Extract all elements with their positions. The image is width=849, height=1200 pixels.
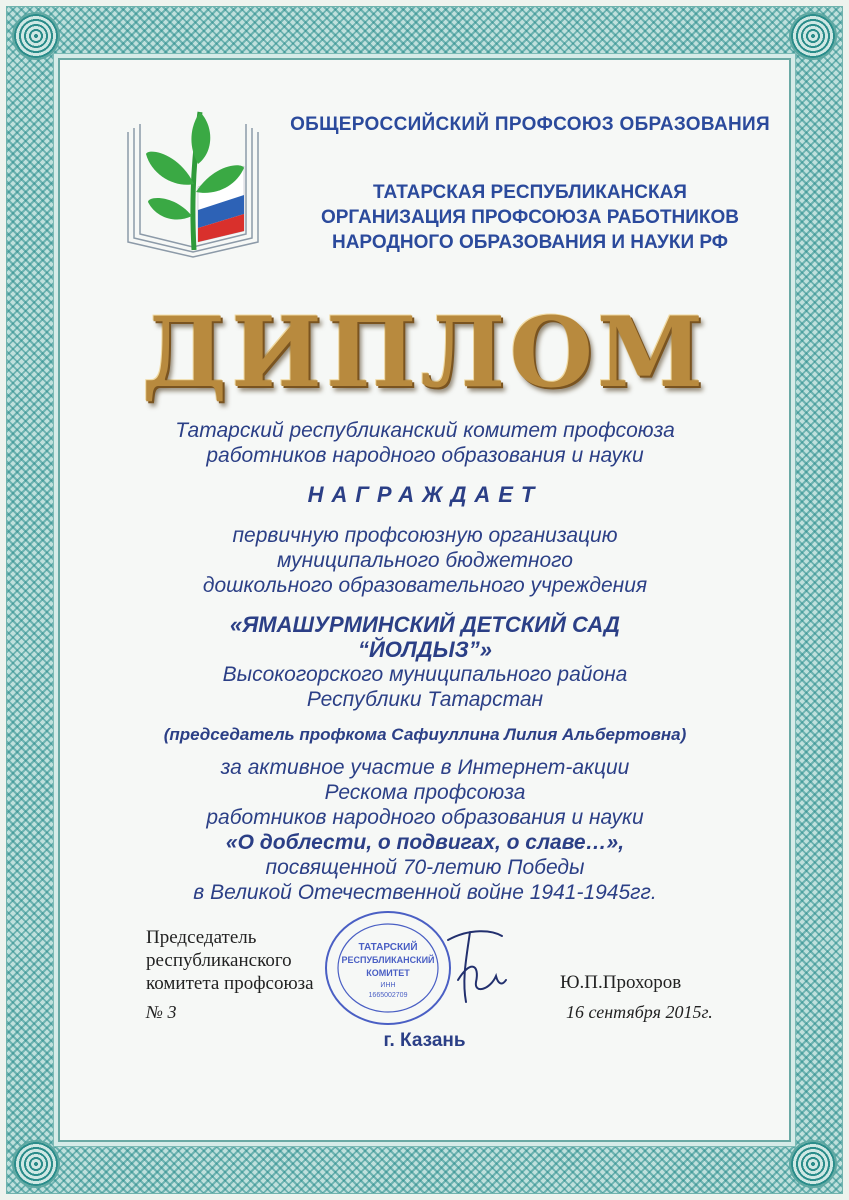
seal-inn-label: ИНН [380,982,396,989]
corner-rosette-icon [12,1140,60,1188]
regional-org-line: НАРОДНОГО ОБРАЗОВАНИЯ И НАУКИ РФ [331,232,729,253]
committee-line: Татарский республиканский комитет профсоюза [175,419,675,442]
position-line: Председатель [146,927,257,948]
recipient-type-line: муниципального бюджетного [277,549,573,572]
seal-inn: 1665002709 [368,992,408,999]
recipient-name-line: «ЯМАШУРМИНСКИЙ ДЕТСКИЙ САД [230,612,620,637]
seal-line: РЕСПУБЛИКАНСКИЙ [341,955,435,965]
signatory-name: Ю.П.Прохоров [560,972,682,993]
diploma-title: ДИПЛОМ [141,296,708,409]
regional-org-line: ТАТАРСКАЯ РЕСПУБЛИКАНСКАЯ [373,182,687,203]
reason-line: за активное участие в Интернет-акции [220,756,630,779]
city: г. Казань [383,1030,466,1051]
chair-note: (председатель профкома Сафиуллина Лилия Альбертовна) [163,725,687,744]
recipient-name-line: “ЙОЛДЫЗ”» [357,637,493,662]
signature-mark [440,920,510,1010]
corner-rosette-icon [12,12,60,60]
award-text [90,418,760,905]
dedication-line: посвященной 70-летию Победы [265,856,585,879]
corner-rosette-icon [789,1140,837,1188]
district-line: Республики Татарстан [306,688,544,711]
committee-line: работников народного образования и науки [206,444,644,467]
position-line: комитета профсоюза [146,973,314,994]
recipient-name [90,612,760,662]
regional-organization [270,180,790,255]
awards-heading: НАГРАЖДАЕТ [307,482,543,507]
campaign-name: «О доблести, о подвигах, о славе…», [225,831,625,854]
recipient-type-line: первичную профсоюзную организацию [232,524,618,547]
organization-title: ОБЩЕРОССИЙСКИЙ ПРОФСОЮЗ ОБРАЗОВАНИЯ [290,114,770,135]
seal-line: КОМИТЕТ [366,968,410,978]
regional-org-line: ОРГАНИЗАЦИЯ ПРОФСОЮЗА РАБОТНИКОВ [320,207,740,228]
dedication-line: в Великой Отечественной войне 1941-1945гг. [193,881,657,904]
issue-date: 16 сентября 2015г. [566,1002,713,1022]
recipient-type-line: дошкольного образовательного учреждения [202,574,648,597]
seal-line: ТАТАРСКИЙ [358,942,418,953]
union-logo-icon [118,92,268,272]
district-line: Высокогорского муниципального района [222,663,628,686]
corner-rosette-icon [789,12,837,60]
reason-line: работников народного образования и науки [206,806,644,829]
reason-line: Рескома профсоюза [324,781,526,804]
position-line: республиканского [146,950,292,971]
signatory-position [146,926,346,995]
document-number: № 3 [146,1002,177,1022]
